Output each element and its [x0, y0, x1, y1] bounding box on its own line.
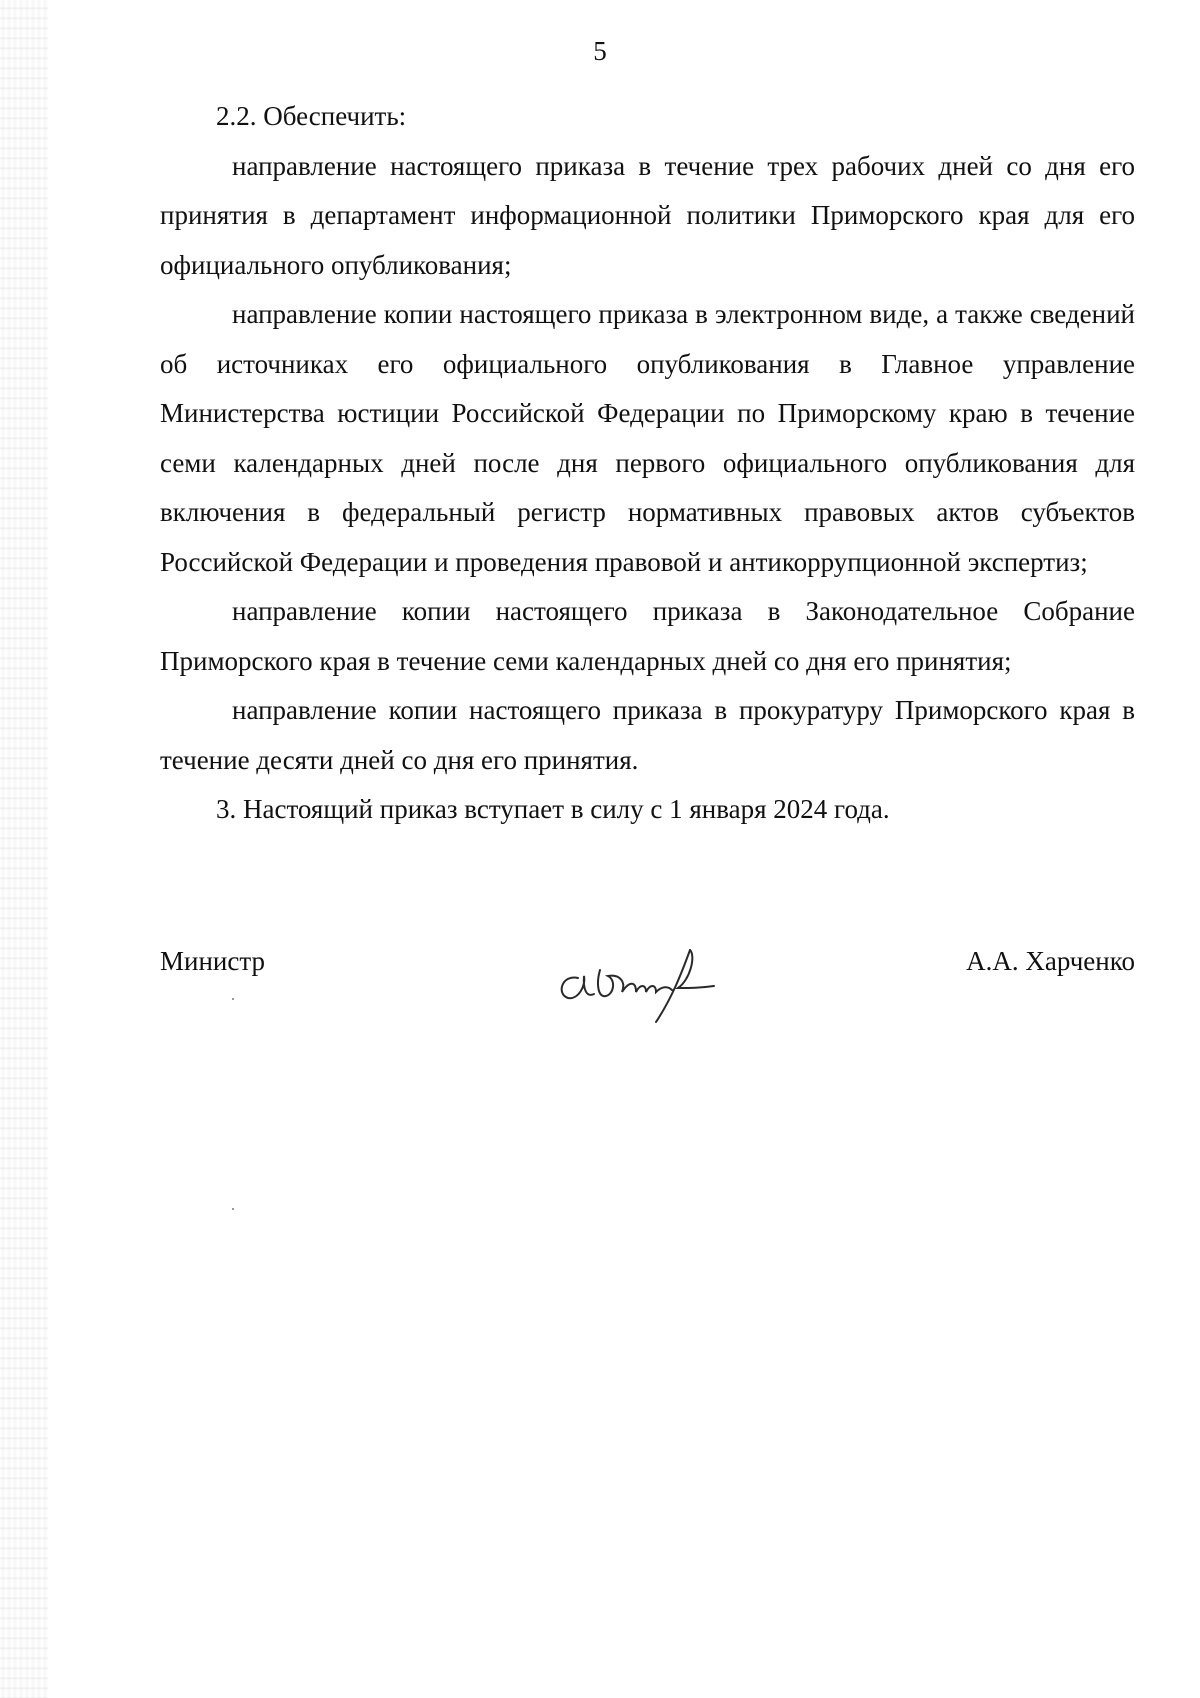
signatory-title: Министр [160, 946, 265, 976]
page-number: 5 [593, 36, 607, 66]
paragraph-legislative-assembly: направление копии настоящего приказа в Законодательное Собрание Приморского края в течение семи календарных дней со дня его принятия; [160, 596, 1135, 676]
paragraph-prosecutor: направление копии настоящего приказа в прокуратуру Приморского края в течение десяти дней со дня его принятия. [160, 695, 1135, 775]
scan-speck [232, 1208, 234, 1210]
paragraph-effective-date: 3. Настоящий приказ вступает в силу с 1 января 2024 года. [216, 794, 890, 824]
paragraph-ministry-of-justice: направление копии настоящего приказа в электронном виде, а также сведений об источниках его официального опубликования в Главное управление Министерства юстиции Российской Федерации по Приморскому краю в течение семи календарных дней после дня первого официального опубликования для включения в федеральный регистр нормативных правовых актов субъектов Российской Федерации и проведения правовой и антикоррупционной экспертиз; [160, 299, 1135, 577]
signatory-name: А.А. Харченко [966, 946, 1135, 976]
document-body [160, 92, 1135, 835]
paragraph-publication: направление настоящего приказа в течение трех рабочих дней со дня его принятия в департамент информационной политики Приморского края для его официального опубликования; [160, 150, 1135, 280]
scan-edge-noise [0, 0, 48, 1698]
scan-speck [232, 998, 234, 1000]
handwritten-signature [550, 936, 720, 1026]
paragraph-2-2-heading: 2.2. Обеспечить: [216, 101, 407, 131]
signature-block [160, 944, 1135, 1044]
